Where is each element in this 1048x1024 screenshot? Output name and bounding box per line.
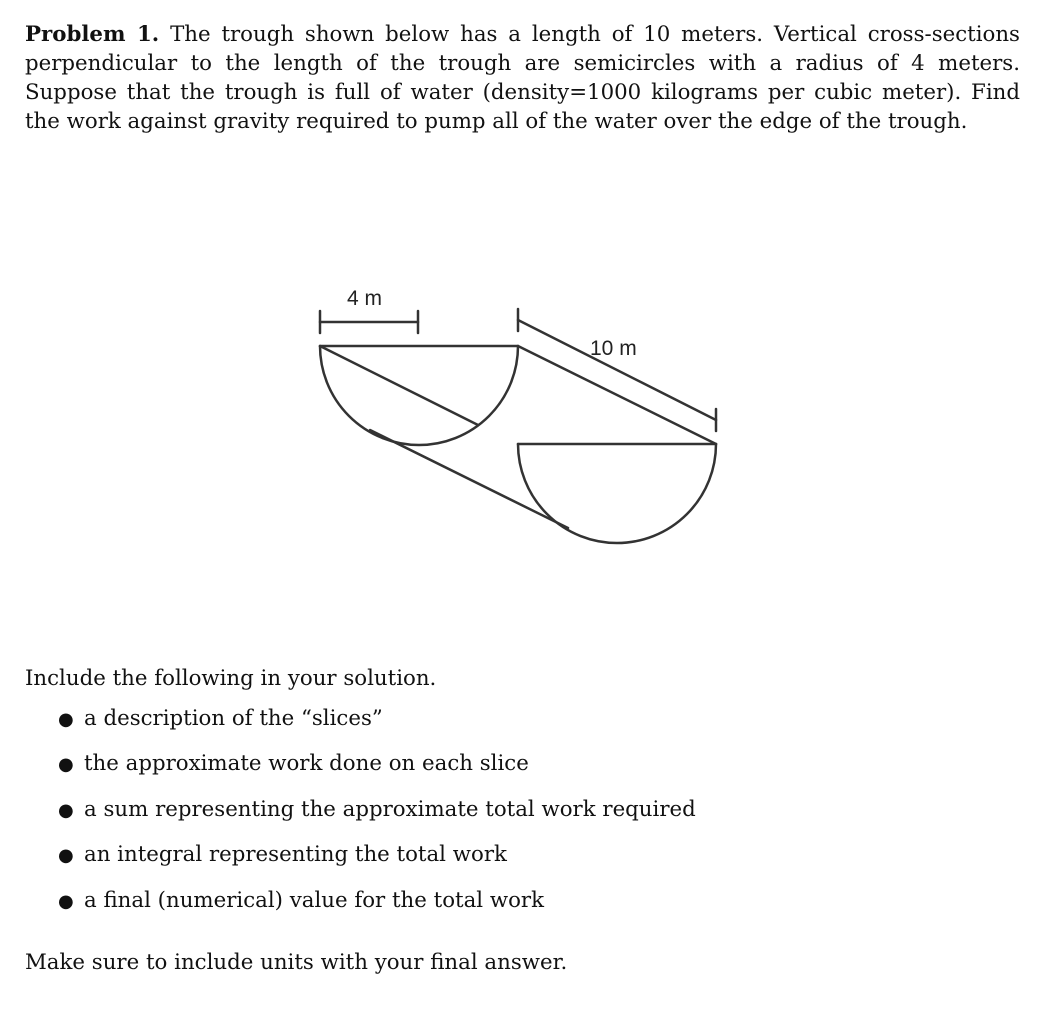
- bottom-edge: [370, 430, 568, 528]
- list-item: [58, 840, 507, 870]
- front-semicircle: [320, 346, 518, 445]
- instructions-intro: Include the following in your solution.: [25, 666, 437, 691]
- list-item: [58, 795, 696, 825]
- bullet: ●: [58, 891, 74, 912]
- length-label: 10 m: [590, 337, 637, 360]
- problem-text: The trough shown below has a length of 10 meters. Vertical cross-sections perpendicular to the length of the trough are semicircles with a radius of 4 meters. Suppose that the trough is full of water (density=1000 kilograms per cubic meter). Find the work against gravity required to pump all of the water over the edge of the trough.: [25, 22, 1020, 134]
- length-dimension-line: [518, 320, 716, 420]
- list-item-text: a description of the “slices”: [84, 706, 383, 731]
- bullet: ●: [58, 800, 74, 821]
- top-right-edge: [518, 346, 716, 444]
- radius-label: 4 m: [347, 287, 383, 310]
- list-item: [58, 886, 544, 916]
- problem-statement: [25, 20, 1020, 136]
- back-semicircle: [518, 444, 716, 543]
- list-item-text: an integral representing the total work: [84, 842, 507, 867]
- top-left-edge: [320, 346, 478, 425]
- list-item-text: the approximate work done on each slice: [84, 751, 529, 776]
- list-item-text: a sum representing the approximate total work required: [84, 797, 696, 822]
- list-item: [58, 704, 383, 734]
- bullet: ●: [58, 845, 74, 866]
- list-item: [58, 749, 529, 779]
- problem-label: Problem 1.: [25, 22, 160, 47]
- list-item-text: a final (numerical) value for the total work: [84, 888, 544, 913]
- bullet: ●: [58, 754, 74, 775]
- bullet: ●: [58, 709, 74, 730]
- instructions-outro: Make sure to include units with your final answer.: [25, 950, 568, 975]
